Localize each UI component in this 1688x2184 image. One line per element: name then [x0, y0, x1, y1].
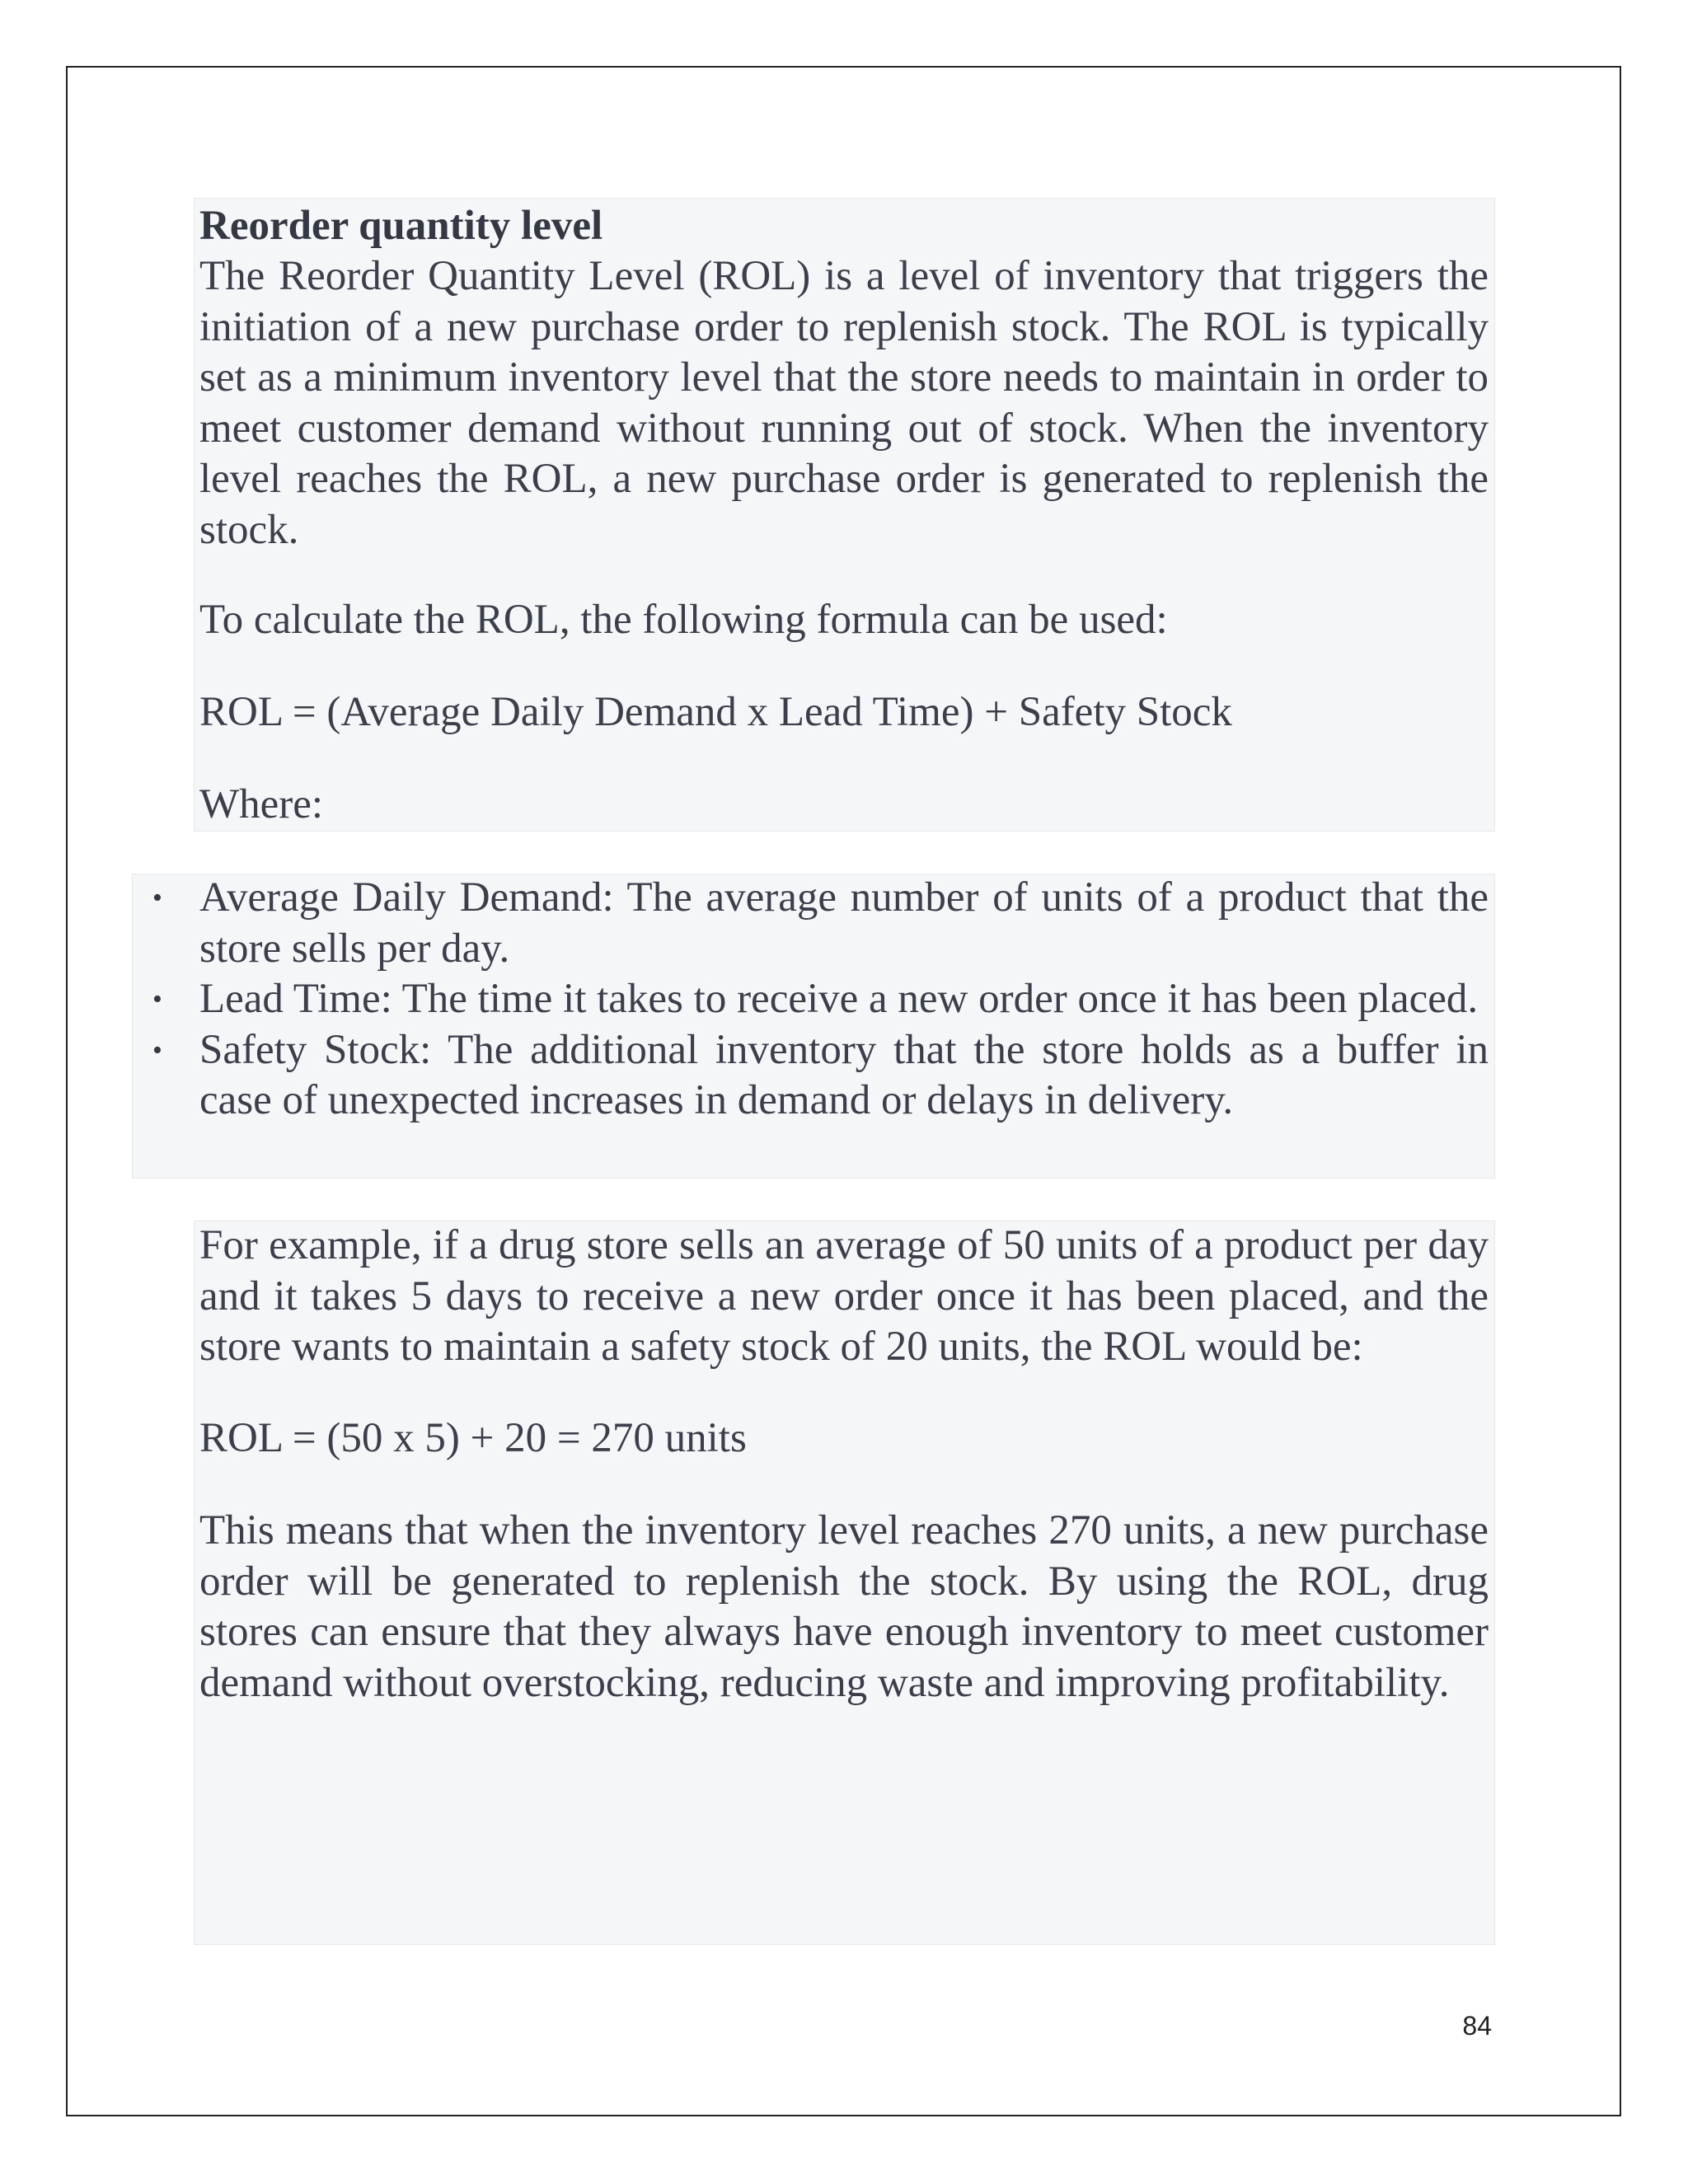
formula-intro: To calculate the ROL, the following formula can be used:	[199, 597, 1168, 643]
definition-safety-stock	[152, 1025, 1489, 1127]
definition-average-daily-demand	[152, 873, 1489, 974]
page-number: 84	[1462, 2011, 1492, 2041]
definition-lead-time	[152, 974, 1489, 1025]
intro-paragraph: The Reorder Quantity Level (ROL) is a level of inventory that triggers the initiation of a new purchase order to replenish stock. The ROL is typically set as a minimum inventory level that the store needs to maintain in order to meet customer demand without running out of stock. When the inventory level reaches the ROL, a new purchase order is generated to replenish the stock.	[199, 253, 1489, 553]
rol-formula: ROL = (Average Daily Demand x Lead Time) + Safety Stock	[199, 689, 1232, 735]
definition-text: Average Daily Demand: The average number of units of a product that the store sells per day.	[199, 874, 1489, 972]
meaning-paragraph: This means that when the inventory level reaches 270 units, a new purchase order will be generated to replenish the stock. By using the ROL, drug stores can ensure that they always have enough inventory to meet customer demand without overstocking, reducing waste and improving profitability.	[199, 1507, 1489, 1706]
bullet-icon: •	[152, 883, 162, 913]
example-calculation: ROL = (50 x 5) + 20 = 270 units	[199, 1415, 747, 1461]
definitions-list	[152, 873, 1489, 1127]
section-heading: Reorder quantity level	[199, 203, 603, 249]
definition-text: Lead Time: The time it takes to receive a new order once it has been placed.	[199, 976, 1479, 1022]
bullet-icon: •	[152, 984, 162, 1015]
bullet-icon: •	[152, 1034, 162, 1066]
example-paragraph: For example, if a drug store sells an average of 50 units of a product per day and it takes 5 days to receive a new order once it has been placed, and the store wants to maintain a safety stock of 20 units, the ROL would be:	[199, 1222, 1489, 1370]
definition-text: Safety Stock: The additional inventory that the store holds as a buffer in case of unexpected increases in demand or delays in delivery.	[199, 1026, 1489, 1123]
where-label: Where:	[199, 781, 324, 827]
